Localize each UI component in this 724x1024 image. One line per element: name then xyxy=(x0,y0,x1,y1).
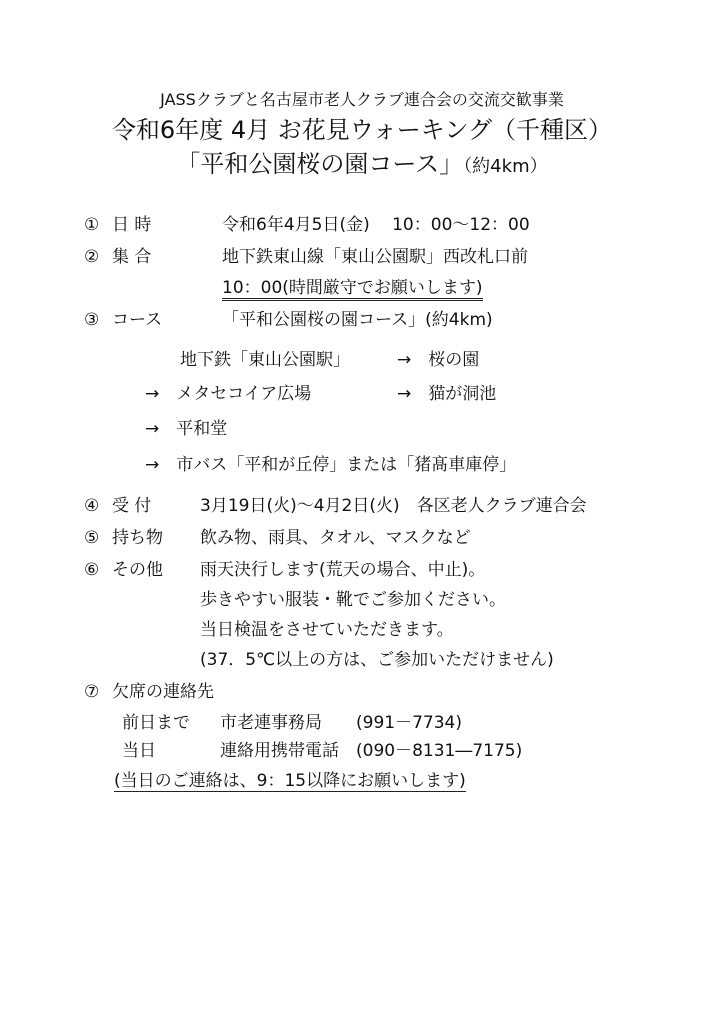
absence-before-label: 前日まで xyxy=(122,713,190,733)
other-line-temperature: 当日検温をさせていただきます。 xyxy=(200,620,454,640)
absence-note: (当日のご連絡は、9：15以降にお願いします) xyxy=(114,771,466,791)
route-step-sakura: → 桜の園 xyxy=(397,350,480,370)
belongings-value: 飲み物、雨具、タオル、マスクなど xyxy=(200,528,471,548)
absence-day-contact: 連絡用携帯電話 (090－8131―7175) xyxy=(220,741,523,761)
course-title xyxy=(0,152,724,176)
meet-place: 地下鉄東山線「東山公園駅」西改札口前 xyxy=(222,247,528,267)
item-number-6: ⑥ xyxy=(84,560,100,580)
date-label: 日 時 xyxy=(112,215,152,235)
event-title: 令和6年度 4月 お花見ウォーキング（千種区） xyxy=(111,116,613,144)
reception-value: 3月19日(火)～4月2日(火) 各区老人クラブ連合会 xyxy=(200,496,587,516)
route-start: 地下鉄「東山公園駅」 xyxy=(180,350,350,370)
course-title-main: 「平和公園桜の園コース」 xyxy=(176,150,464,178)
item-number-1: ① xyxy=(84,215,100,235)
meet-label: 集 合 xyxy=(112,247,152,267)
other-line-rain: 雨天決行します(荒天の場合、中止)。 xyxy=(200,560,486,580)
date-value: 令和6年4月5日(金) 10：00～12：00 xyxy=(222,215,530,235)
meet-time: 10：00(時間厳守でお願いします) xyxy=(222,280,483,301)
other-line-clothing: 歩きやすい服装・靴でご参加ください。 xyxy=(200,590,506,610)
route-step-pond: → 猫が洞池 xyxy=(397,384,497,404)
item-number-4: ④ xyxy=(84,496,100,516)
item-number-3: ③ xyxy=(84,310,100,330)
route-end-bus: → 市バス「平和が丘停」または「猪髙車庫停」 xyxy=(145,455,517,475)
event-subtitle: JASSクラブと名古屋市老人クラブ連合会の交流交歓事業 xyxy=(160,90,564,109)
reception-label: 受 付 xyxy=(112,496,152,516)
course-title-distance: （約4km） xyxy=(463,156,548,177)
route-step-heiwado: → 平和堂 xyxy=(145,419,228,439)
item-number-5: ⑤ xyxy=(84,528,100,548)
route-step-metasequoia: → メタセコイア広場 xyxy=(145,384,312,404)
course-label: コース xyxy=(112,310,163,330)
item-number-7: ⑦ xyxy=(84,682,100,702)
other-label: その他 xyxy=(112,560,163,580)
belongings-label: 持ち物 xyxy=(112,528,163,548)
item-number-2: ② xyxy=(84,247,100,267)
absence-before-contact: 市老連事務局 (991－7734) xyxy=(220,713,462,733)
absence-label: 欠席の連絡先 xyxy=(112,682,214,702)
course-value: 「平和公園桜の園コース」(約4km) xyxy=(222,310,493,330)
absence-day-label: 当日 xyxy=(122,741,156,761)
other-line-fever-note: (37．5℃以上の方は、ご参加いただけません) xyxy=(200,650,554,670)
